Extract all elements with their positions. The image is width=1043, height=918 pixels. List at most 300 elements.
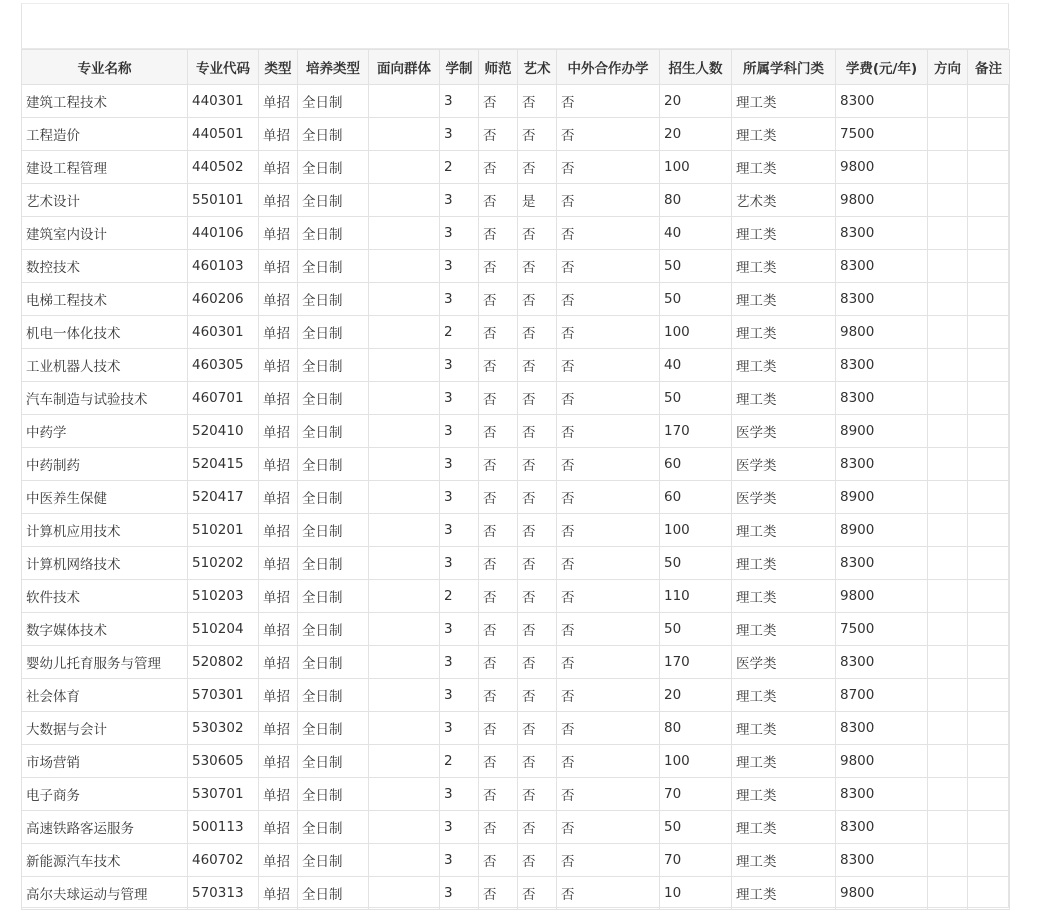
table-cell — [928, 85, 968, 118]
table-cell: 3 — [440, 712, 479, 745]
table-cell: 理工类 — [732, 811, 836, 844]
table-cell — [928, 877, 968, 910]
table-cell: 440502 — [188, 151, 259, 184]
table-cell: 440106 — [188, 217, 259, 250]
table-cell: 3 — [440, 679, 479, 712]
table-cell — [968, 877, 1010, 910]
table-cell: 全日制 — [298, 118, 369, 151]
table-cell: 2 — [440, 745, 479, 778]
column-header: 师范 — [479, 50, 518, 85]
table-cell: 10 — [660, 877, 732, 910]
table-cell: 否 — [518, 613, 557, 646]
table-cell — [968, 778, 1010, 811]
table-cell: 8300 — [836, 85, 928, 118]
table-cell: 全日制 — [298, 811, 369, 844]
column-header: 类型 — [259, 50, 298, 85]
table-cell — [928, 316, 968, 349]
table-cell: 单招 — [259, 712, 298, 745]
table-cell: 艺术设计 — [22, 184, 188, 217]
table-cell: 否 — [557, 580, 660, 613]
table-cell: 否 — [557, 85, 660, 118]
table-cell: 全日制 — [298, 217, 369, 250]
table-cell: 数控技术 — [22, 250, 188, 283]
table-cell — [968, 283, 1010, 316]
table-cell: 520802 — [188, 646, 259, 679]
table-cell — [928, 679, 968, 712]
table-row — [22, 580, 1010, 613]
table-cell: 否 — [557, 745, 660, 778]
table-cell: 中药学 — [22, 415, 188, 448]
table-cell: 8300 — [836, 844, 928, 877]
table-cell: 全日制 — [298, 349, 369, 382]
table-cell: 8300 — [836, 382, 928, 415]
table-cell: 理工类 — [732, 580, 836, 613]
table-cell: 9800 — [836, 877, 928, 910]
table-cell: 80 — [660, 184, 732, 217]
table-cell: 20 — [660, 85, 732, 118]
table-row — [22, 151, 1010, 184]
table-cell: 440501 — [188, 118, 259, 151]
table-cell: 计算机应用技术 — [22, 514, 188, 547]
top-empty-bar — [21, 3, 1009, 49]
table-cell: 否 — [518, 646, 557, 679]
table-cell — [369, 778, 440, 811]
table-cell — [968, 844, 1010, 877]
table-cell: 全日制 — [298, 844, 369, 877]
table-cell: 单招 — [259, 778, 298, 811]
table-cell — [968, 415, 1010, 448]
table-cell: 全日制 — [298, 316, 369, 349]
table-cell: 170 — [660, 646, 732, 679]
table-cell — [928, 613, 968, 646]
column-header: 面向群体 — [369, 50, 440, 85]
table-cell: 500113 — [188, 811, 259, 844]
table-cell: 单招 — [259, 118, 298, 151]
table-cell: 80 — [660, 712, 732, 745]
table-header-row — [22, 50, 1010, 85]
table-cell: 460702 — [188, 844, 259, 877]
table-cell — [369, 745, 440, 778]
table-cell: 单招 — [259, 217, 298, 250]
table-cell: 60 — [660, 448, 732, 481]
table-cell: 否 — [479, 712, 518, 745]
table-cell: 否 — [518, 481, 557, 514]
table-cell: 8300 — [836, 349, 928, 382]
table-cell: 否 — [518, 349, 557, 382]
table-cell: 50 — [660, 613, 732, 646]
table-cell — [968, 712, 1010, 745]
table-cell — [369, 844, 440, 877]
table-cell: 3 — [440, 217, 479, 250]
table-cell: 510204 — [188, 613, 259, 646]
table-cell: 全日制 — [298, 646, 369, 679]
column-header: 所属学科门类 — [732, 50, 836, 85]
table-cell: 市场营销 — [22, 745, 188, 778]
table-cell — [369, 316, 440, 349]
table-cell: 否 — [518, 778, 557, 811]
table-row — [22, 316, 1010, 349]
table-cell: 单招 — [259, 151, 298, 184]
table-cell: 100 — [660, 514, 732, 547]
column-header: 中外合作办学 — [557, 50, 660, 85]
table-cell: 单招 — [259, 349, 298, 382]
table-cell: 否 — [479, 481, 518, 514]
table-cell — [928, 547, 968, 580]
table-cell: 3 — [440, 811, 479, 844]
table-cell — [968, 580, 1010, 613]
table-cell — [968, 85, 1010, 118]
table-cell — [968, 151, 1010, 184]
table-cell — [369, 151, 440, 184]
table-cell: 否 — [557, 217, 660, 250]
table-cell: 8300 — [836, 712, 928, 745]
table-cell: 460103 — [188, 250, 259, 283]
table-cell — [369, 85, 440, 118]
table-cell: 否 — [518, 679, 557, 712]
table-cell: 460301 — [188, 316, 259, 349]
table-cell: 520417 — [188, 481, 259, 514]
table-cell: 全日制 — [298, 877, 369, 910]
table-cell: 否 — [518, 448, 557, 481]
table-cell — [928, 184, 968, 217]
table-cell: 单招 — [259, 811, 298, 844]
table-row — [22, 778, 1010, 811]
table-cell: 单招 — [259, 613, 298, 646]
table-cell: 理工类 — [732, 679, 836, 712]
table-cell: 否 — [557, 844, 660, 877]
table-cell: 全日制 — [298, 481, 369, 514]
table-cell: 否 — [557, 184, 660, 217]
table-cell — [928, 844, 968, 877]
column-header: 专业名称 — [22, 50, 188, 85]
table-cell — [968, 811, 1010, 844]
table-cell: 9800 — [836, 316, 928, 349]
table-cell: 大数据与会计 — [22, 712, 188, 745]
table-cell: 否 — [518, 580, 557, 613]
table-cell: 否 — [479, 316, 518, 349]
table-cell: 否 — [557, 646, 660, 679]
table-cell: 全日制 — [298, 184, 369, 217]
table-cell: 全日制 — [298, 679, 369, 712]
table-cell: 单招 — [259, 646, 298, 679]
table-cell: 单招 — [259, 580, 298, 613]
table-cell — [369, 481, 440, 514]
table-cell: 否 — [518, 547, 557, 580]
table-cell: 理工类 — [732, 349, 836, 382]
table-cell: 3 — [440, 349, 479, 382]
table-cell: 530302 — [188, 712, 259, 745]
table-cell: 否 — [479, 250, 518, 283]
table-cell: 否 — [518, 85, 557, 118]
table-cell: 7500 — [836, 118, 928, 151]
table-cell: 3 — [440, 250, 479, 283]
table-cell: 否 — [479, 547, 518, 580]
table-cell — [369, 217, 440, 250]
table-cell: 否 — [518, 382, 557, 415]
table-cell: 50 — [660, 547, 732, 580]
table-row — [22, 514, 1010, 547]
table-cell: 2 — [440, 580, 479, 613]
table-row — [22, 349, 1010, 382]
table-cell: 550101 — [188, 184, 259, 217]
table-cell: 医学类 — [732, 481, 836, 514]
table-cell: 单招 — [259, 184, 298, 217]
table-cell: 否 — [479, 283, 518, 316]
table-row — [22, 844, 1010, 877]
table-cell: 3 — [440, 118, 479, 151]
column-header: 培养类型 — [298, 50, 369, 85]
table-cell: 3 — [440, 646, 479, 679]
table-cell: 否 — [557, 382, 660, 415]
table-cell — [928, 250, 968, 283]
table-cell: 8900 — [836, 481, 928, 514]
table-cell — [928, 448, 968, 481]
table-cell: 否 — [518, 250, 557, 283]
table-cell: 否 — [479, 877, 518, 910]
table-cell: 3 — [440, 415, 479, 448]
table-cell: 20 — [660, 118, 732, 151]
table-cell: 否 — [557, 778, 660, 811]
table-cell: 理工类 — [732, 877, 836, 910]
table-cell: 否 — [479, 118, 518, 151]
table-cell: 单招 — [259, 877, 298, 910]
table-cell: 汽车制造与试验技术 — [22, 382, 188, 415]
table-cell: 9800 — [836, 184, 928, 217]
table-cell: 3 — [440, 778, 479, 811]
table-cell — [369, 877, 440, 910]
table-cell: 否 — [557, 250, 660, 283]
table-cell: 全日制 — [298, 85, 369, 118]
table-cell — [369, 712, 440, 745]
table-row — [22, 415, 1010, 448]
table-row — [22, 811, 1010, 844]
table-cell: 否 — [518, 415, 557, 448]
table-cell: 70 — [660, 844, 732, 877]
table-cell: 电梯工程技术 — [22, 283, 188, 316]
table-cell: 工程造价 — [22, 118, 188, 151]
table-cell: 理工类 — [732, 118, 836, 151]
column-header: 艺术 — [518, 50, 557, 85]
table-cell: 艺术类 — [732, 184, 836, 217]
table-cell: 否 — [557, 481, 660, 514]
table-cell: 否 — [557, 547, 660, 580]
table-cell — [369, 382, 440, 415]
table-cell: 7500 — [836, 613, 928, 646]
table-cell — [928, 118, 968, 151]
table-cell — [369, 118, 440, 151]
table-cell: 理工类 — [732, 151, 836, 184]
table-cell: 60 — [660, 481, 732, 514]
table-cell: 100 — [660, 316, 732, 349]
table-cell — [928, 514, 968, 547]
table-cell: 单招 — [259, 745, 298, 778]
table-cell: 2 — [440, 316, 479, 349]
table-cell — [968, 217, 1010, 250]
table-cell: 否 — [557, 151, 660, 184]
table-cell: 3 — [440, 481, 479, 514]
table-cell: 110 — [660, 580, 732, 613]
table-cell: 全日制 — [298, 778, 369, 811]
table-cell: 全日制 — [298, 151, 369, 184]
table-cell: 计算机网络技术 — [22, 547, 188, 580]
table-cell: 是 — [518, 184, 557, 217]
table-cell: 8300 — [836, 448, 928, 481]
table-cell: 单招 — [259, 316, 298, 349]
table-cell: 否 — [518, 745, 557, 778]
table-cell: 单招 — [259, 415, 298, 448]
column-header: 方向 — [928, 50, 968, 85]
table-cell: 理工类 — [732, 547, 836, 580]
table-cell — [928, 745, 968, 778]
table-cell: 全日制 — [298, 514, 369, 547]
table-cell: 理工类 — [732, 316, 836, 349]
column-header: 招生人数 — [660, 50, 732, 85]
table-cell — [968, 448, 1010, 481]
table-cell: 否 — [518, 217, 557, 250]
table-body — [22, 85, 1010, 910]
table-row — [22, 877, 1010, 910]
table-cell: 否 — [518, 118, 557, 151]
table-cell: 单招 — [259, 679, 298, 712]
table-cell: 510201 — [188, 514, 259, 547]
table-cell: 单招 — [259, 250, 298, 283]
table-cell — [928, 646, 968, 679]
table-cell: 否 — [518, 514, 557, 547]
table-row — [22, 382, 1010, 415]
table-cell: 全日制 — [298, 415, 369, 448]
table-cell: 520415 — [188, 448, 259, 481]
table-cell: 100 — [660, 745, 732, 778]
table-cell: 否 — [518, 844, 557, 877]
table-cell: 中医养生保健 — [22, 481, 188, 514]
table-cell: 8900 — [836, 415, 928, 448]
table-cell: 否 — [479, 382, 518, 415]
table-cell: 50 — [660, 283, 732, 316]
table-cell: 否 — [518, 712, 557, 745]
table-cell: 电子商务 — [22, 778, 188, 811]
table-cell — [369, 547, 440, 580]
table-cell: 520410 — [188, 415, 259, 448]
table-cell: 全日制 — [298, 580, 369, 613]
table-cell: 40 — [660, 349, 732, 382]
table-cell: 全日制 — [298, 745, 369, 778]
table-cell: 3 — [440, 448, 479, 481]
table-cell: 460305 — [188, 349, 259, 382]
table-cell: 2 — [440, 151, 479, 184]
table-cell: 否 — [518, 811, 557, 844]
table-cell: 460701 — [188, 382, 259, 415]
table-cell: 否 — [479, 580, 518, 613]
table-cell: 否 — [557, 811, 660, 844]
table-cell: 否 — [557, 877, 660, 910]
table-cell: 否 — [479, 646, 518, 679]
table-cell: 理工类 — [732, 85, 836, 118]
table-cell — [369, 184, 440, 217]
table-cell: 530605 — [188, 745, 259, 778]
table-row — [22, 85, 1010, 118]
table-cell: 否 — [479, 85, 518, 118]
table-cell — [928, 151, 968, 184]
table-cell: 8300 — [836, 811, 928, 844]
table-cell: 医学类 — [732, 415, 836, 448]
table-cell — [369, 250, 440, 283]
table-cell — [369, 811, 440, 844]
table-cell: 8300 — [836, 217, 928, 250]
table-cell: 否 — [479, 679, 518, 712]
table-cell: 9800 — [836, 745, 928, 778]
table-cell: 3 — [440, 877, 479, 910]
table-cell: 否 — [479, 514, 518, 547]
table-cell — [928, 283, 968, 316]
table-cell: 9800 — [836, 151, 928, 184]
table-cell: 3 — [440, 613, 479, 646]
table-row — [22, 613, 1010, 646]
table-cell: 否 — [557, 316, 660, 349]
table-cell: 否 — [557, 118, 660, 151]
table-cell: 全日制 — [298, 382, 369, 415]
table-cell — [369, 646, 440, 679]
column-header: 专业代码 — [188, 50, 259, 85]
table-cell: 否 — [557, 679, 660, 712]
table-cell: 医学类 — [732, 448, 836, 481]
table-cell: 否 — [479, 151, 518, 184]
table-row — [22, 712, 1010, 745]
table-cell — [968, 118, 1010, 151]
table-cell — [928, 481, 968, 514]
table-cell: 50 — [660, 382, 732, 415]
table-row — [22, 547, 1010, 580]
table-cell: 理工类 — [732, 712, 836, 745]
table-cell: 8300 — [836, 283, 928, 316]
table-cell: 婴幼儿托育服务与管理 — [22, 646, 188, 679]
table-cell: 单招 — [259, 481, 298, 514]
table-cell: 8700 — [836, 679, 928, 712]
table-cell: 否 — [479, 448, 518, 481]
table-cell — [928, 712, 968, 745]
table-cell: 全日制 — [298, 448, 369, 481]
table-cell — [968, 184, 1010, 217]
table-cell: 否 — [557, 283, 660, 316]
table-cell: 单招 — [259, 283, 298, 316]
table-cell: 理工类 — [732, 778, 836, 811]
table-cell — [968, 382, 1010, 415]
table-cell: 理工类 — [732, 283, 836, 316]
table-cell: 建筑工程技术 — [22, 85, 188, 118]
table-cell: 全日制 — [298, 613, 369, 646]
table-cell: 8300 — [836, 778, 928, 811]
table-row — [22, 745, 1010, 778]
table-cell: 否 — [518, 877, 557, 910]
table-cell: 否 — [557, 448, 660, 481]
table-cell — [369, 514, 440, 547]
table-cell — [968, 514, 1010, 547]
table-cell: 50 — [660, 811, 732, 844]
table-cell: 单招 — [259, 547, 298, 580]
column-header: 学费(元/年) — [836, 50, 928, 85]
table-row — [22, 646, 1010, 679]
table-cell — [928, 415, 968, 448]
table-cell: 否 — [479, 745, 518, 778]
table-cell: 医学类 — [732, 646, 836, 679]
table-cell: 否 — [479, 613, 518, 646]
table-cell: 机电一体化技术 — [22, 316, 188, 349]
table-cell: 建设工程管理 — [22, 151, 188, 184]
table-cell: 单招 — [259, 844, 298, 877]
table-cell: 理工类 — [732, 382, 836, 415]
table-cell — [968, 646, 1010, 679]
table-cell: 软件技术 — [22, 580, 188, 613]
table-row — [22, 283, 1010, 316]
